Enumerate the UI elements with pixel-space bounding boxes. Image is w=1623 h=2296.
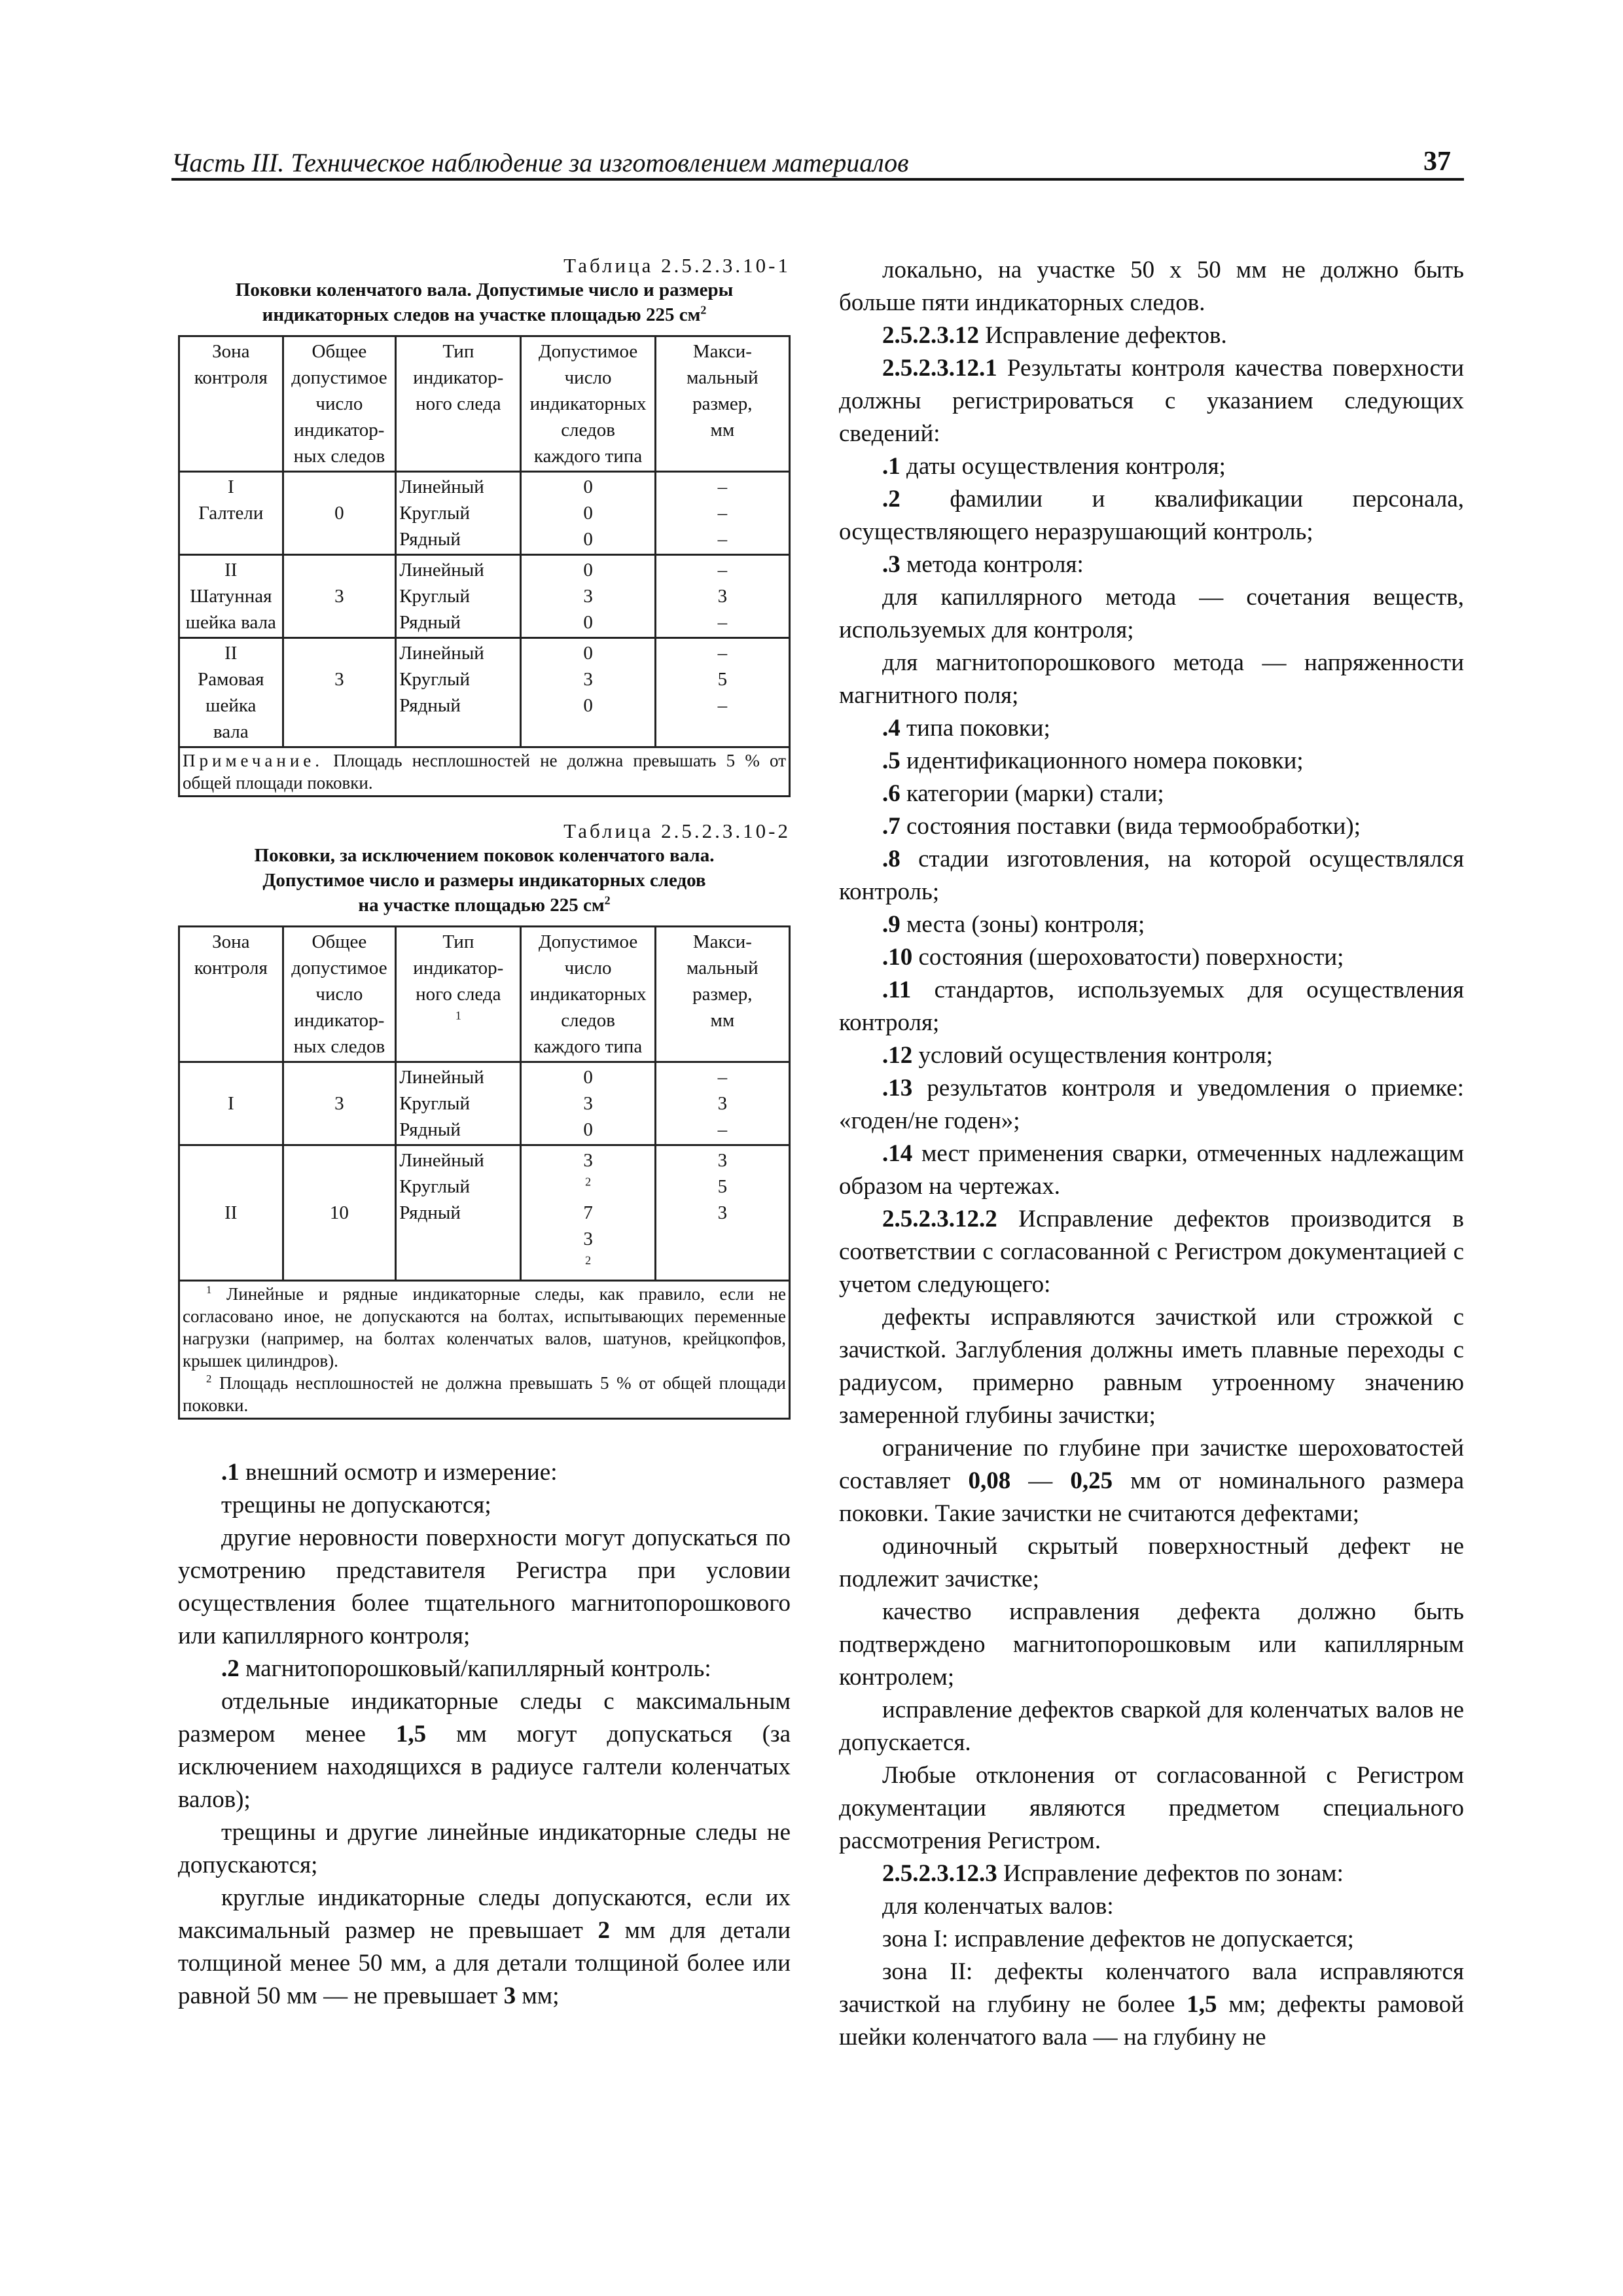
header-rule: [171, 178, 1464, 181]
type-cell: Линейный Круглый Рядный: [396, 555, 521, 638]
table1-caption-line1: Поковки коленчатого вала. Допустимые число и размеры: [235, 279, 734, 300]
table1-caption: [182, 278, 787, 327]
paragraph: ограничение по глубине при зачистке шероховатостей составляет 0,08 — 0,25 мм от номинального размера поковки. Такие зачистки не считаются дефектами;: [839, 1435, 1464, 1527]
list-item: .5 идентификационного номера поковки;: [882, 747, 1304, 774]
table2-col-max: Макси- мальный размер, мм: [655, 927, 789, 1062]
type-cell: Линейный Круглый Рядный: [396, 1145, 521, 1281]
paragraph: 2.5.2.3.12.1 Результаты контроля качества поверхности должны регистрироваться с указанием следующих сведений:: [839, 355, 1464, 447]
allowed-cell: 0 0 0: [521, 472, 655, 555]
type-cell: Линейный Круглый Рядный: [396, 472, 521, 555]
list-item: .12 условий осуществления контроля;: [882, 1042, 1274, 1069]
left-column: [178, 254, 791, 2013]
table2-caption-line1: Поковки, за исключением поковок коленчатого вала.: [254, 845, 715, 866]
table1-note-row: [179, 747, 790, 797]
table2-caption-line3: на участке площадью 225 $см^2$: [358, 893, 611, 916]
right-column: [839, 254, 1464, 2054]
table1-note: [179, 747, 790, 797]
max-cell: – 3 –: [655, 1062, 789, 1145]
table2-footnote-row: [179, 1281, 790, 1419]
max-cell: – 3 –: [655, 555, 789, 638]
allowed-cell: 3 $^2$ 7 3 $^2$: [521, 1145, 655, 1281]
total-cell: 3: [283, 638, 396, 747]
paragraph: исправление дефектов сваркой для коленчатых валов не допускается.: [839, 1696, 1464, 1756]
paragraph: .1 внешний осмотр и измерение:: [221, 1459, 558, 1486]
paragraph: отдельные индикаторные следы с максимальным размером менее 1,5 мм могут допускаться (за исключением находящихся в радиусе галтели коленчатых валов);: [178, 1688, 791, 1813]
note-text: Площадь несплошностей не должна превышать 5 % от общей площади поковки.: [183, 751, 787, 793]
zone-cell: I Галтели: [179, 472, 283, 555]
paragraph: 2.5.2.3.12.2 Исправление дефектов производится в соответствии с согласованной с Регистром документацией с учетом следующего:: [839, 1206, 1464, 1298]
zone-cell: I: [179, 1062, 283, 1145]
paragraph: другие неровности поверхности могут допускаться по усмотрению представителя Регистра при условии осуществления более тщательного магнитопорошкового или капиллярного контроля;: [178, 1524, 791, 1649]
type-cell: Линейный Круглый Рядный: [396, 638, 521, 747]
list-item: .14 мест применения сварки, отмеченных надлежащим образом на чертежах.: [839, 1140, 1464, 1200]
table1: [178, 335, 791, 797]
list-item: .10 состояния (шероховатости) поверхности;: [882, 944, 1344, 971]
list-item: .6 категории (марки) стали;: [882, 780, 1164, 807]
paragraph: трещины не допускаются;: [221, 1492, 491, 1518]
table-row: [179, 555, 790, 638]
section-heading: 2.5.2.3.12 Исправление дефектов.: [882, 322, 1227, 349]
max-cell: – – –: [655, 472, 789, 555]
list-item: .1 даты осуществления контроля;: [882, 453, 1226, 480]
allowed-cell: 0 3 0: [521, 1062, 655, 1145]
list-item: .8 стадии изготовления, на которой осуществлялся контроль;: [839, 846, 1464, 905]
footnote-1: $^1$ Линейные и рядные индикаторные следы, как правило, если не согласовано иное, не допускаются на болтах, испытывающих переменные нагрузки (например, на болтах коленчатых валов, шатунов, крейцкопфов, крышек цилиндров).: [183, 1283, 787, 1371]
max-cell: 3 5 3: [655, 1145, 789, 1281]
table2-caption: [182, 843, 787, 918]
page-number: 37: [1423, 147, 1451, 177]
page-header: [171, 141, 1464, 179]
paragraph: .2 магнитопорошковый/капиллярный контроль:: [221, 1655, 711, 1682]
total-cell: 0: [283, 472, 396, 555]
total-cell: 10: [283, 1145, 396, 1281]
table1-caption-line2: индикаторных следов на участке площадью 225 $см^2$: [262, 303, 707, 325]
zone-cell: II Рамовая шейка вала: [179, 638, 283, 747]
left-body-text: [178, 1456, 791, 2013]
list-item: .7 состояния поставки (вида термообработки);: [882, 813, 1361, 840]
table2-caption-line2: Допустимое число и размеры индикаторных следов: [262, 870, 706, 891]
zone-cell: II Шатунная шейка вала: [179, 555, 283, 638]
paragraph: дефекты исправляются зачисткой или строжкой с зачисткой. Заглубления должны иметь плавные переходы с радиусом, примерно равным утроенному значению замеренной глубины зачистки;: [839, 1304, 1464, 1429]
zone-cell: II: [179, 1145, 283, 1281]
total-cell: 3: [283, 1062, 396, 1145]
table1-col-allowed: Допустимое число индикаторных следов каждого типа: [521, 336, 655, 472]
list-item: .4 типа поковки;: [882, 715, 1050, 742]
table2-col-allowed: Допустимое число индикаторных следов каждого типа: [521, 927, 655, 1062]
paragraph: трещины и другие линейные индикаторные следы не допускаются;: [178, 1819, 791, 1878]
list-item: .9 места (зоны) контроля;: [882, 911, 1145, 938]
header-title: Часть III. Техническое наблюдение за изготовлением материалов: [171, 148, 909, 177]
table-row: [179, 1062, 790, 1145]
paragraph: круглые индикаторные следы допускаются, если их максимальный размер не превышает 2 мм для детали толщиной менее 50 мм, а для детали толщиной более или равной 50 мм — не превышает 3 мм;: [178, 1884, 791, 2009]
total-cell: 3: [283, 555, 396, 638]
table2: [178, 925, 791, 1420]
table2-col-total: Общее допустимое число индикатор- ных следов: [283, 927, 396, 1062]
max-cell: – 5 –: [655, 638, 789, 747]
type-cell: Линейный Круглый Рядный: [396, 1062, 521, 1145]
table2-col-zone: Зона контроля: [179, 927, 283, 1062]
paragraph: зона II: дефекты коленчатого вала исправляются зачисткой на глубину не более 1,5 мм; дефекты рамовой шейки коленчатого вала — на глубину не: [839, 1958, 1464, 2051]
table2-header-row: [179, 927, 790, 1062]
table2-footnotes: [179, 1281, 790, 1419]
list-item: .2 фамилии и квалификации персонала, осуществляющего неразрушающий контроль;: [839, 486, 1464, 545]
paragraph: зона I: исправление дефектов не допускается;: [882, 1926, 1354, 1952]
paragraph: Любые отклонения от согласованной с Регистром документации являются предметом специального рассмотрения Регистром.: [839, 1762, 1464, 1854]
table1-col-type: Тип индикатор- ного следа: [396, 336, 521, 472]
table2-col-type: Тип индикатор- ного следа $^1$: [396, 927, 521, 1062]
table1-col-max: Макси- мальный размер, мм: [655, 336, 789, 472]
section-heading: 2.5.2.3.12.3 Исправление дефектов по зонам:: [882, 1860, 1344, 1887]
table1-header-row: [179, 336, 790, 472]
allowed-cell: 0 3 0: [521, 638, 655, 747]
note-label: Примечание.: [183, 751, 324, 770]
table-row: [179, 1145, 790, 1281]
table-row: [179, 472, 790, 555]
table1-col-zone: Зона контроля: [179, 336, 283, 472]
list-item: .3 метода контроля:: [882, 551, 1084, 578]
table-row: [179, 638, 790, 747]
allowed-cell: 0 3 0: [521, 555, 655, 638]
list-item: .11 стандартов, используемых для осуществления контроля;: [839, 977, 1464, 1036]
list-item: .13 результатов контроля и уведомления о приемке: «годен/не годен»;: [839, 1075, 1464, 1134]
table1-label: Таблица 2.5.2.3.10-1: [563, 254, 791, 277]
table2-label: Таблица 2.5.2.3.10-2: [563, 819, 791, 842]
table1-col-total: Общее допустимое число индикатор- ных следов: [283, 336, 396, 472]
paragraph: одиночный скрытый поверхностный дефект не подлежит зачистке;: [839, 1533, 1464, 1592]
paragraph: для коленчатых валов:: [882, 1893, 1114, 1920]
paragraph: для капиллярного метода — сочетания веществ, используемых для контроля;: [839, 584, 1464, 643]
paragraph: локально, на участке 50 х 50 мм не должно быть больше пяти индикаторных следов.: [839, 257, 1464, 316]
footnote-2: $^2$ Площадь несплошностей не должна превышать 5 % от общей площади поковки.: [183, 1372, 787, 1415]
paragraph: качество исправления дефекта должно быть подтверждено магнитопорошковым или капиллярным контролем;: [839, 1598, 1464, 1691]
paragraph: для магнитопорошкового метода — напряженности магнитного поля;: [839, 649, 1464, 709]
